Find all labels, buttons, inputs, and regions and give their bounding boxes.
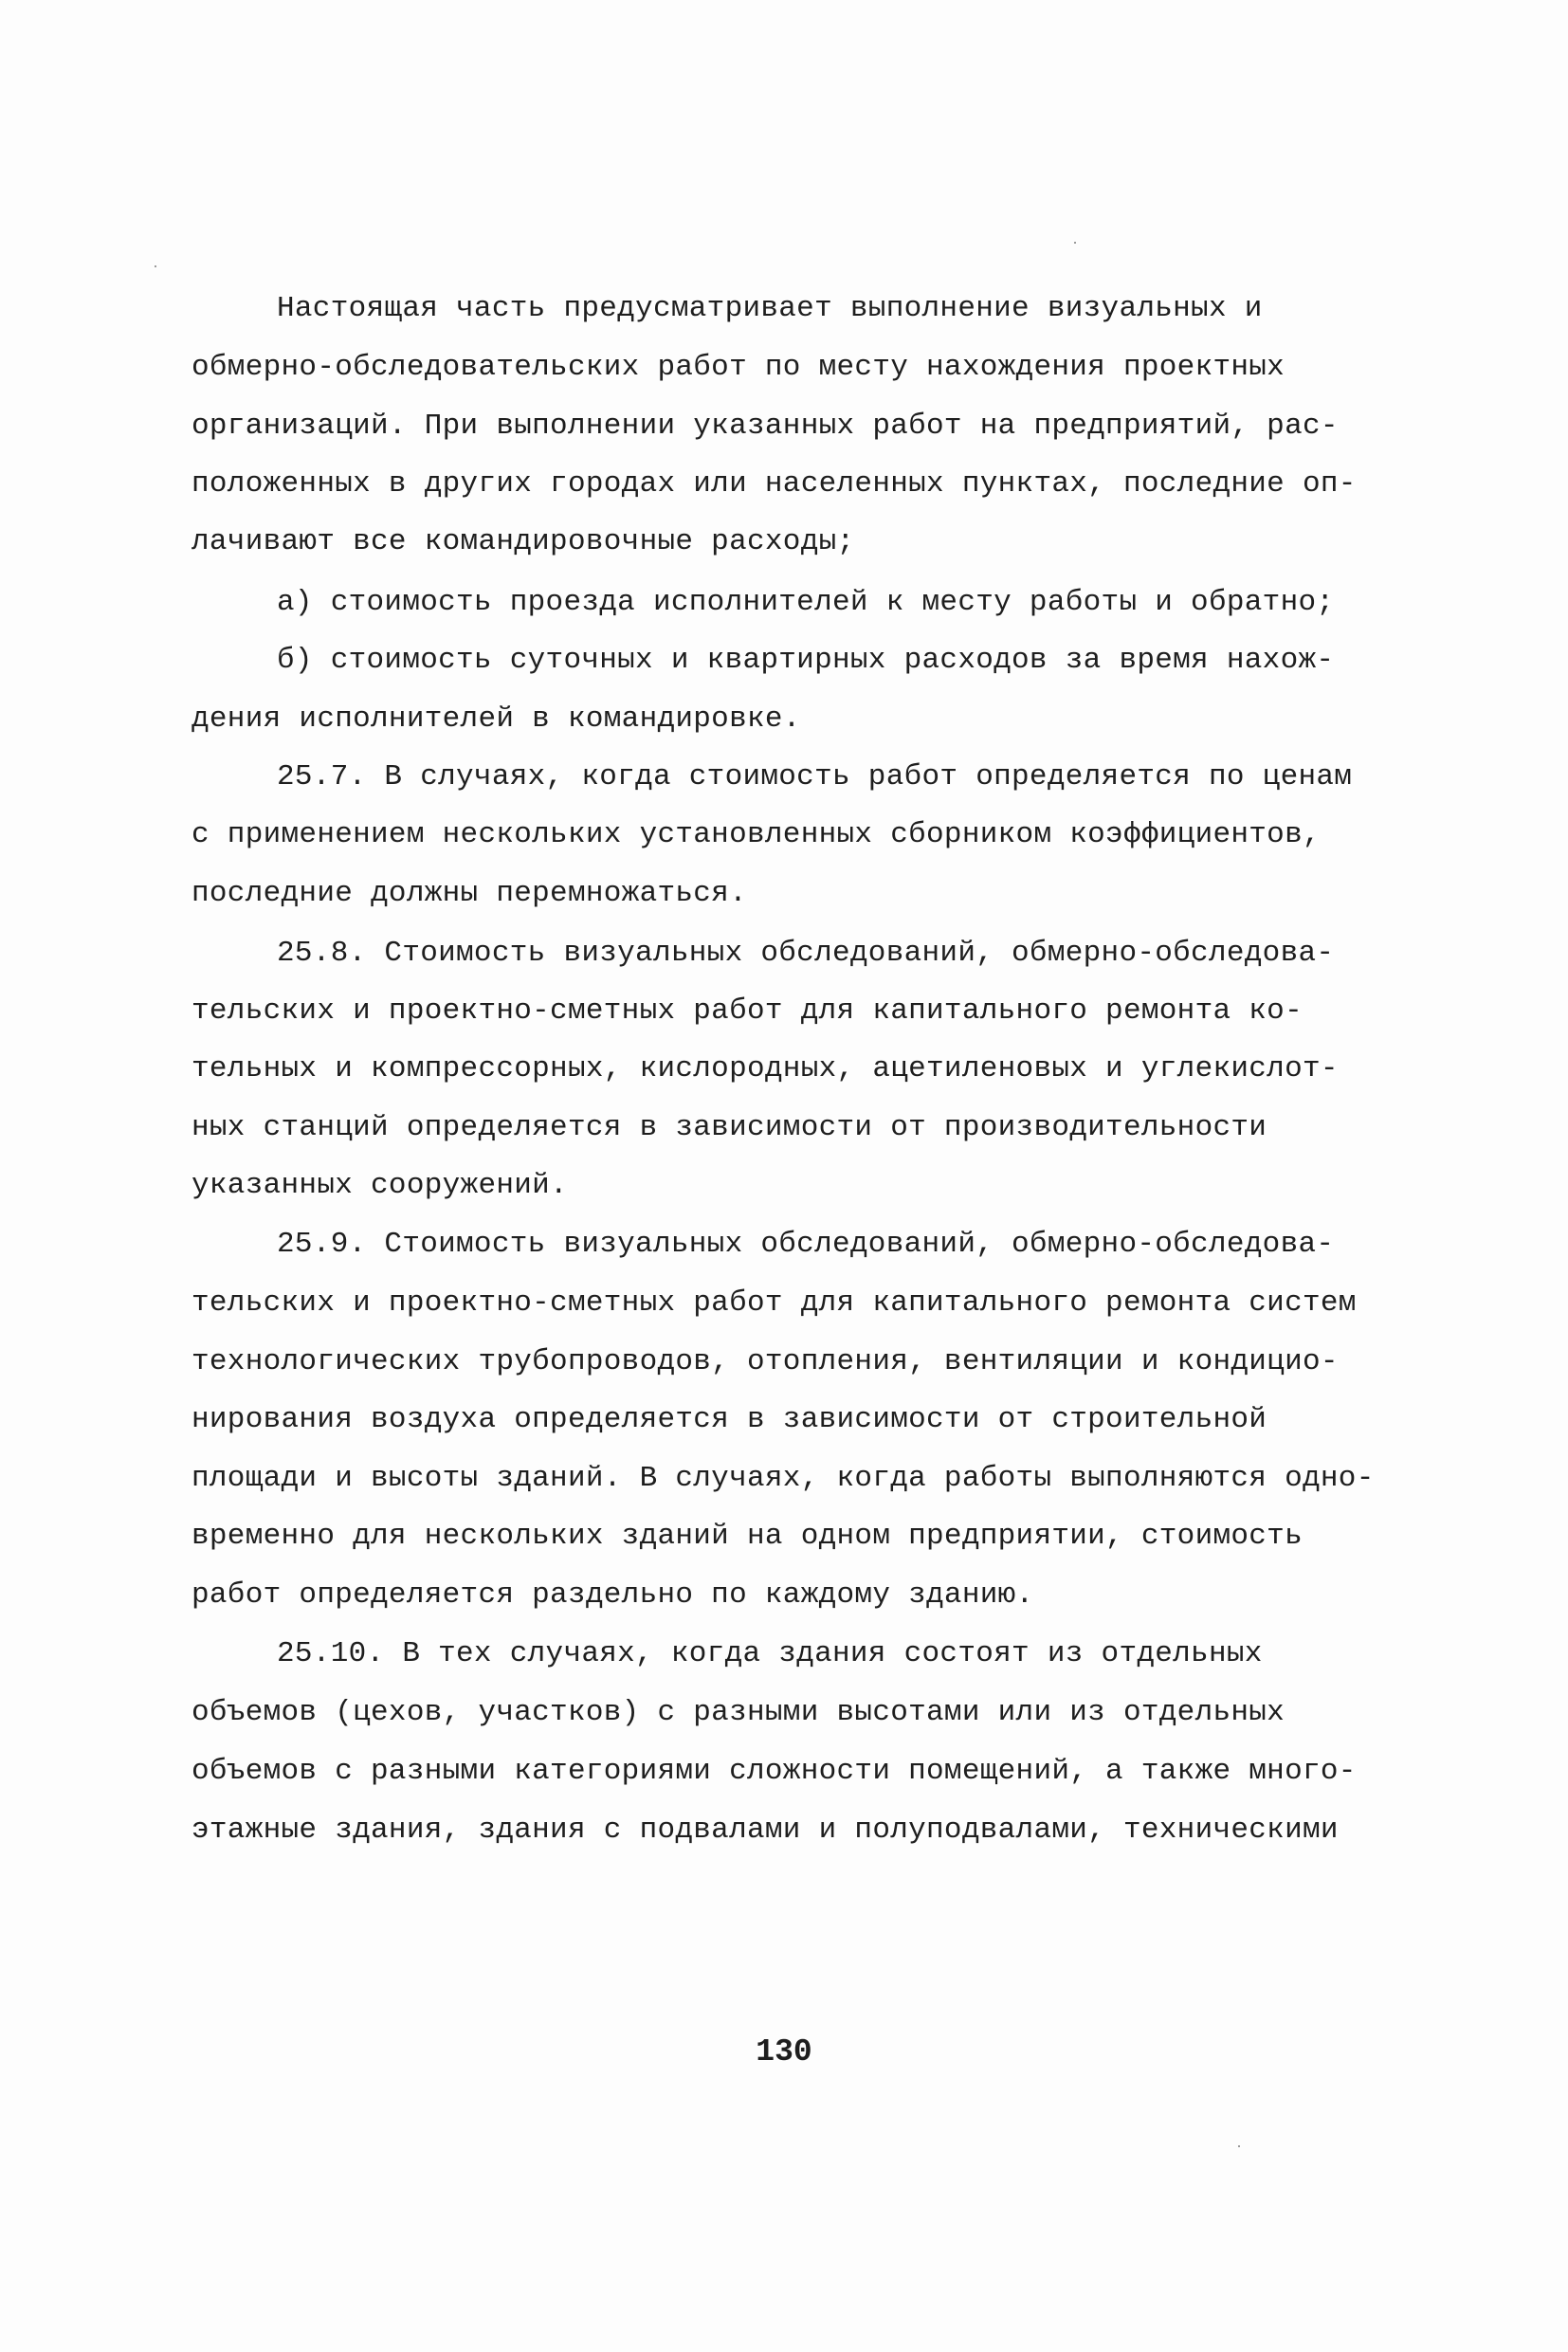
text-line: Настоящая часть предусматривает выполнение визуальных и — [277, 292, 1263, 325]
text-line: 25.9. Стоимость визуальных обследований, обмерно-обследова- — [277, 1228, 1335, 1261]
text-line: площади и высоты зданий. В случаях, когда работы выполняются одно- — [191, 1462, 1375, 1495]
scan-speck — [1238, 2145, 1240, 2147]
text-line: положенных в других городах или населенных пунктах, последние оп- — [191, 467, 1357, 501]
text-line: обмерно-обследовательских работ по месту нахождения проектных — [191, 351, 1285, 384]
text-line: нирования воздуха определяется в зависимости от строительной — [191, 1403, 1267, 1436]
text-line: работ определяется раздельно по каждому зданию. — [191, 1578, 1034, 1612]
text-line: б) стоимость суточных и квартирных расходов за время нахож- — [277, 644, 1335, 677]
text-line: тельных и компрессорных, кислородных, ацетиленовых и углекислот- — [191, 1052, 1339, 1085]
text-line: временно для нескольких зданий на одном предприятии, стоимость — [191, 1520, 1303, 1553]
text-line: лачивают все командировочные расходы; — [191, 525, 855, 558]
text-line: 25.7. В случаях, когда стоимость работ определяется по ценам — [277, 760, 1353, 793]
text-line: 25.8. Стоимость визуальных обследований, обмерно-обследова- — [277, 937, 1335, 970]
text-line: 25.10. В тех случаях, когда здания состоят из отдельных — [277, 1637, 1263, 1670]
text-line: ных станций определяется в зависимости от производительности — [191, 1111, 1267, 1144]
page-number: 130 — [756, 2034, 812, 2069]
text-line: технологических трубопроводов, отопления, вентиляции и кондицио- — [191, 1345, 1339, 1378]
text-line: объемов с разными категориями сложности помещений, а также много- — [191, 1755, 1357, 1788]
text-line: а) стоимость проезда исполнителей к месту работы и обратно; — [277, 586, 1335, 619]
scan-speck — [1074, 242, 1076, 244]
text-line: указанных сооружений. — [191, 1169, 568, 1202]
text-line: дения исполнителей в командировке. — [191, 702, 801, 736]
text-line: с применением нескольких установленных сборником коэффициентов, — [191, 818, 1321, 851]
text-line: последние должны перемножаться. — [191, 877, 747, 910]
text-line: тельских и проектно-сметных работ для капитального ремонта систем — [191, 1286, 1357, 1320]
text-line: этажные здания, здания с подвалами и полуподвалами, техническими — [191, 1814, 1339, 1847]
text-line: объемов (цехов, участков) с разными высотами или из отдельных — [191, 1696, 1285, 1729]
scan-speck — [155, 265, 156, 267]
text-line: тельских и проектно-сметных работ для капитального ремонта ко- — [191, 994, 1303, 1028]
text-line: организаций. При выполнении указанных работ на предприятий, рас- — [191, 410, 1339, 443]
